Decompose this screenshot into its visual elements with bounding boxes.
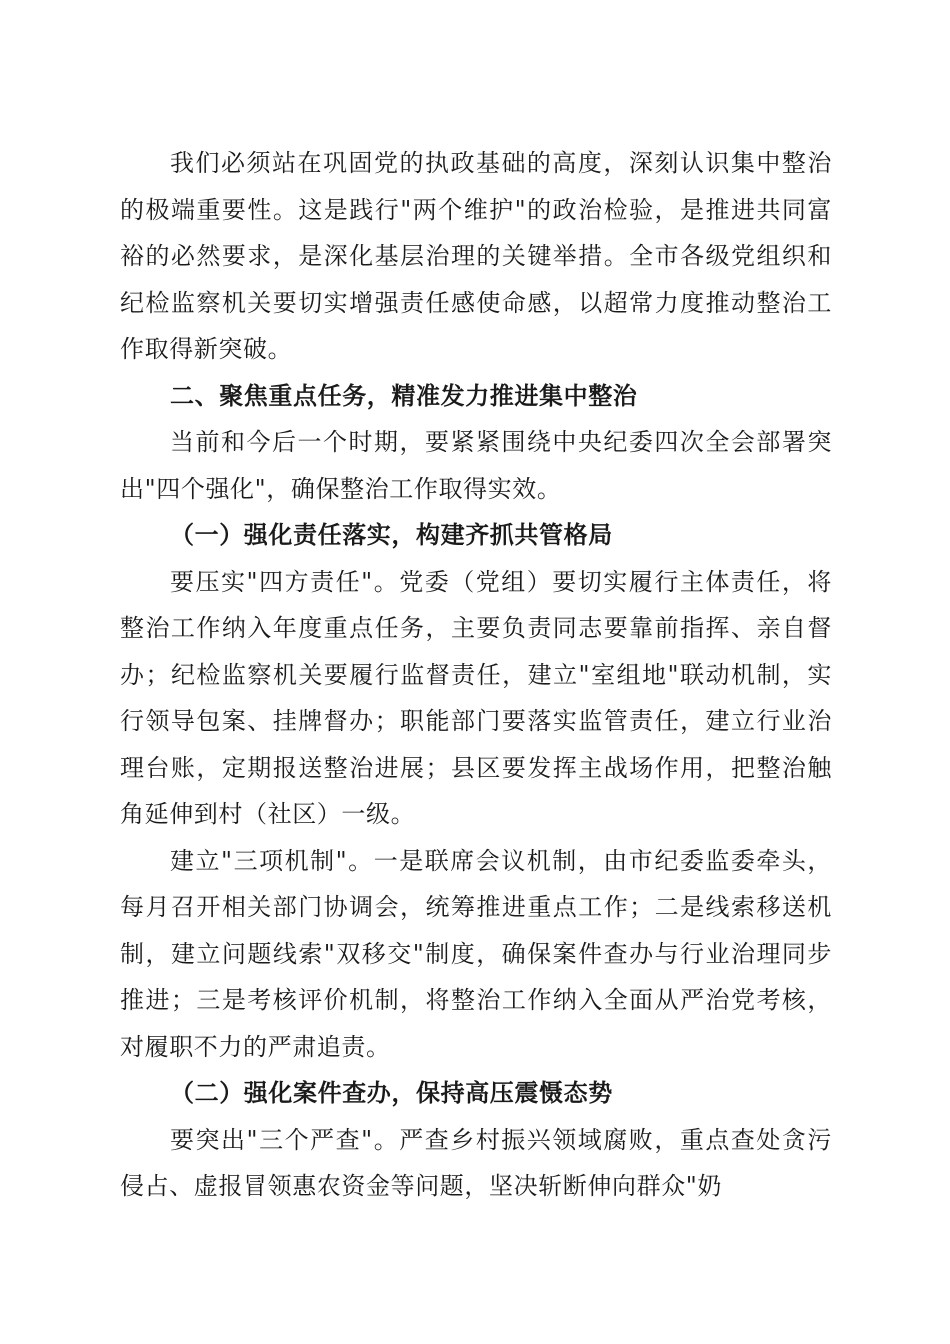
subheading-case-handling: （二）强化案件查办，保持高压震慑态势 xyxy=(170,1078,613,1107)
paragraph-four-strengthen: 当前和今后一个时期，要紧紧围绕中央纪委四次全会部署突出"四个强化"，确保整治工作取得实效。 xyxy=(120,428,832,503)
paragraph-three-mechanisms: 建立"三项机制"。一是联席会议机制，由市纪委监委牵头，每月召开相关部门协调会，统筹推进重点工作；二是线索移送机制，建立问题线索"双移交"制度，确保案件查办与行业治理同步推进；三是考核评价机制，将整治工作纳入全面从严治党考核，对履职不力的严肃追责。 xyxy=(120,846,832,1061)
document-page xyxy=(120,140,832,1210)
paragraph-four-responsibilities: 要压实"四方责任"。党委（党组）要切实履行主体责任，将整治工作纳入年度重点任务，主要负责同志要靠前指挥、亲自督办；纪检监察机关要履行监督责任，建立"室组地"联动机制，实行领导包案、挂牌督办；职能部门要落实监管责任，建立行业治理台账，定期报送整治进展；县区要发挥主战场作用，把整治触角延伸到村（社区）一级。 xyxy=(120,567,832,828)
paragraph-importance: 我们必须站在巩固党的执政基础的高度，深刻认识集中整治的极端重要性。这是践行"两个维护"的政治检验，是推进共同富裕的必然要求，是深化基层治理的关键举措。全市各级党组织和纪检监察机关要切实增强责任感使命感，以超常力度推动整治工作取得新突破。 xyxy=(120,149,832,363)
section-heading-focus-tasks: 二、聚焦重点任务，精准发力推进集中整治 xyxy=(170,380,638,410)
paragraph-three-strict-checks: 要突出"三个严查"。严查乡村振兴领域腐败，重点查处贪污侵占、虚报冒领惠农资金等问题，坚决斩断伸向群众"奶 xyxy=(120,1125,832,1200)
subheading-responsibility: （一）强化责任落实，构建齐抓共管格局 xyxy=(170,520,613,549)
